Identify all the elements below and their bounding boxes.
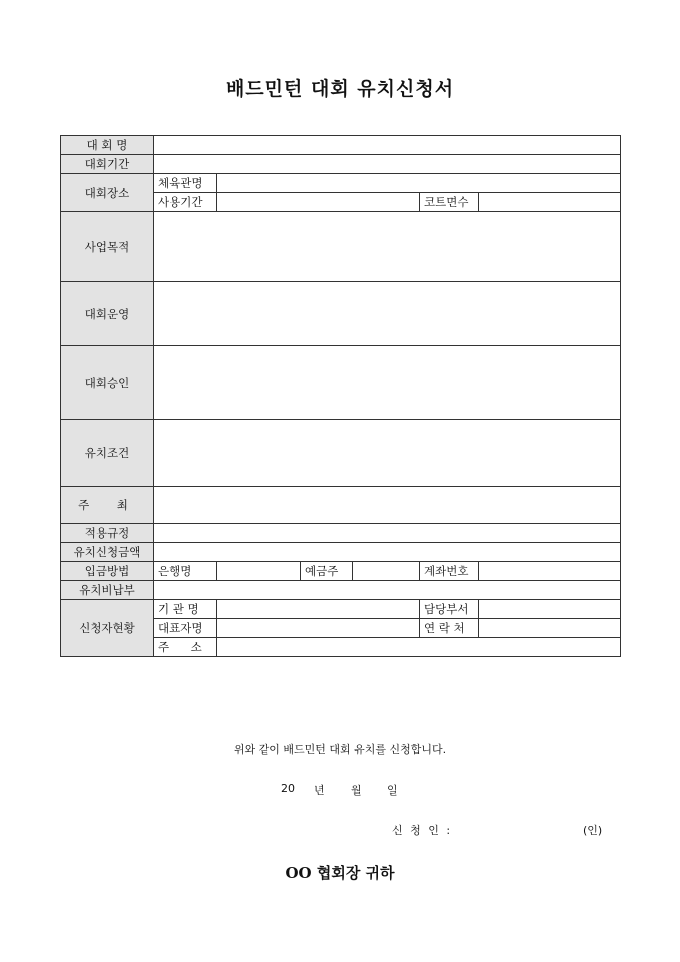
court-count-field[interactable] [479,193,621,212]
applicant-label: 신 청 인 : [392,824,453,837]
payment-status-field[interactable] [154,581,621,600]
department-field[interactable] [479,600,621,619]
event-name-label: 대 회 명 [61,136,154,155]
event-period-label: 대회기간 [61,155,154,174]
addressee: OO 협회장 귀하 [285,864,395,882]
org-name-label: 기 관 명 [154,600,217,619]
approval-field[interactable] [154,346,621,420]
date-year[interactable]: 20 [281,782,295,795]
court-count-label: 코트면수 [420,193,479,212]
date-day-unit: 일 [387,784,398,797]
application-statement: 위와 같이 배드민턴 대회 유치를 신청합니다. [233,743,447,756]
host-label: 주 최 [61,487,154,524]
address-field[interactable] [217,638,621,657]
bank-name-field[interactable] [217,562,301,581]
event-name-field[interactable] [154,136,621,155]
address-label: 주 소 [154,638,217,657]
venue-gym-field[interactable] [217,174,621,193]
seal-mark: (인) [583,824,603,837]
purpose-field[interactable] [154,212,621,282]
venue-label: 대회장소 [61,174,154,212]
contact-field[interactable] [479,619,621,638]
account-holder-label: 예금주 [301,562,353,581]
rules-field[interactable] [154,524,621,543]
operation-field[interactable] [154,282,621,346]
bank-name-label: 은행명 [154,562,217,581]
venue-period-label: 사용기간 [154,193,217,212]
conditions-field[interactable] [154,420,621,487]
payment-status-label: 유치비납부 [61,581,154,600]
operation-label: 대회운영 [61,282,154,346]
event-period-field[interactable] [154,155,621,174]
account-number-label: 계좌번호 [420,562,479,581]
rules-label: 적용규정 [61,524,154,543]
representative-label: 대표자명 [154,619,217,638]
venue-gym-label: 체육관명 [154,174,217,193]
org-name-field[interactable] [217,600,420,619]
contact-label: 연 락 처 [420,619,479,638]
host-field[interactable] [154,487,621,524]
applicant-status-label: 신청자현황 [61,600,154,657]
account-holder-field[interactable] [353,562,420,581]
approval-label: 대회승인 [61,346,154,420]
deposit-method-label: 입금방법 [61,562,154,581]
conditions-label: 유치조건 [61,420,154,487]
date-year-unit: 년 [314,784,325,797]
date-month-unit: 월 [351,784,362,797]
bid-amount-label: 유치신청금액 [61,543,154,562]
application-form-table [60,135,621,657]
department-label: 담당부서 [420,600,479,619]
document-title: 배드민턴 대회 유치신청서 [225,78,455,100]
account-number-field[interactable] [479,562,621,581]
venue-period-field[interactable] [217,193,420,212]
purpose-label: 사업목적 [61,212,154,282]
bid-amount-field[interactable] [154,543,621,562]
representative-field[interactable] [217,619,420,638]
